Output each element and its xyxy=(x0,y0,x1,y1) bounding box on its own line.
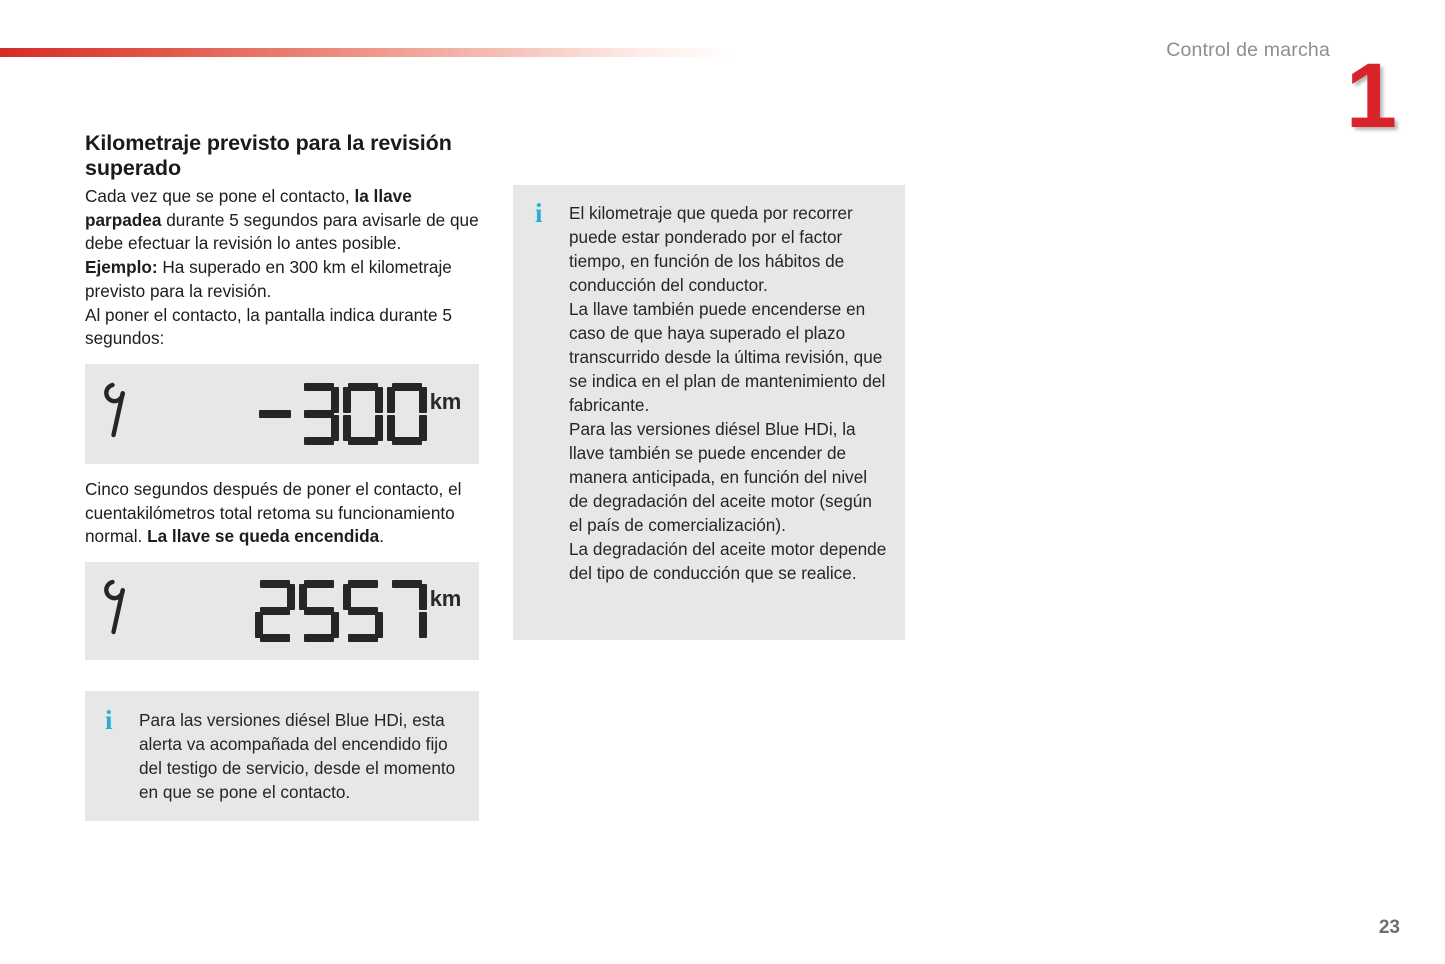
page-title: Kilometraje previsto para la revisión superado xyxy=(85,131,452,180)
lcd-readout-overrun xyxy=(257,383,461,445)
text-run-bold: Ejemplo: xyxy=(85,257,158,278)
header-gradient-rule xyxy=(0,48,735,57)
info-paragraph: El kilometraje que queda por recorrer puede estar ponderado por el factor tiempo, en función de los hábitos de conducción del conductor. xyxy=(569,203,853,295)
service-wrench-icon xyxy=(103,580,137,643)
text-run: Al poner el contacto, la pantalla indica durante 5 segundos: xyxy=(85,304,452,349)
info-box-text-group xyxy=(563,201,889,624)
paragraph-ignition xyxy=(85,304,479,351)
info-box-mileage-notes xyxy=(513,185,905,640)
text-run-bold: La llave se queda encendida xyxy=(147,526,380,547)
instrument-display-overrun xyxy=(85,364,479,464)
text-run: Ha superado en 300 km el kilometraje previsto para la revisión. xyxy=(85,257,452,301)
page-number: 23 xyxy=(1378,917,1400,938)
chapter-number: 1 xyxy=(1345,45,1397,147)
seg-char-7 xyxy=(387,580,427,642)
text-run: durante 5 segundos para avisarle de que debe efectuar la revisión lo antes posible. xyxy=(85,209,479,254)
info-box-text: Para las versiones diésel Blue HDi, esta alerta va acompañada del encendido fijo del testigo de servicio, desde el momento en que se pone el contacto. xyxy=(139,710,456,803)
seg-char-5 xyxy=(343,580,383,642)
text-run: . xyxy=(379,526,384,547)
service-wrench-icon xyxy=(103,382,137,445)
text-run-bold: la llave parpadea xyxy=(85,186,412,230)
paragraph-intro xyxy=(85,185,479,256)
info-icon: i xyxy=(535,198,543,228)
info-paragraph: La degradación del aceite motor depende del tipo de conducción que se realice. xyxy=(569,539,887,583)
seg-char-0 xyxy=(343,383,383,445)
text-run: Cinco segundos después de poner el contacto, el cuentakilómetros total retoma su funcionamiento normal. xyxy=(85,478,462,547)
info-paragraph: Para las versiones diésel Blue HDi, la llave también se puede encender de manera anticipada, en función del nivel de degradación del aceite motor (según el país de comercialización). xyxy=(569,419,872,535)
info-paragraph: La llave también puede encenderse en caso de que haya superado el plazo transcurrido desde la última revisión, que se indica en el plan de mantenimiento del fabricante. xyxy=(569,299,886,415)
info-box-bluehdi xyxy=(85,691,479,821)
seg-char-0 xyxy=(387,383,427,445)
seg-char-2 xyxy=(255,580,295,642)
text-run: Cada vez que se pone el contacto, xyxy=(85,186,355,206)
lcd-unit-label: km xyxy=(429,586,461,612)
seven-segment-value xyxy=(255,580,427,642)
paragraph-example xyxy=(85,256,479,303)
seven-segment-value xyxy=(257,383,427,445)
instrument-display-odometer xyxy=(85,562,479,660)
seg-char-minus xyxy=(257,383,295,445)
lcd-readout-odometer xyxy=(255,580,461,642)
paragraph-after-five-seconds xyxy=(85,478,479,549)
seg-char-5 xyxy=(299,580,339,642)
info-icon: i xyxy=(105,705,113,736)
lcd-unit-label: km xyxy=(429,388,461,414)
left-column xyxy=(85,131,479,821)
running-header-title: Control de marcha xyxy=(1166,39,1330,61)
right-column xyxy=(513,185,905,640)
seg-char-3 xyxy=(299,383,339,445)
